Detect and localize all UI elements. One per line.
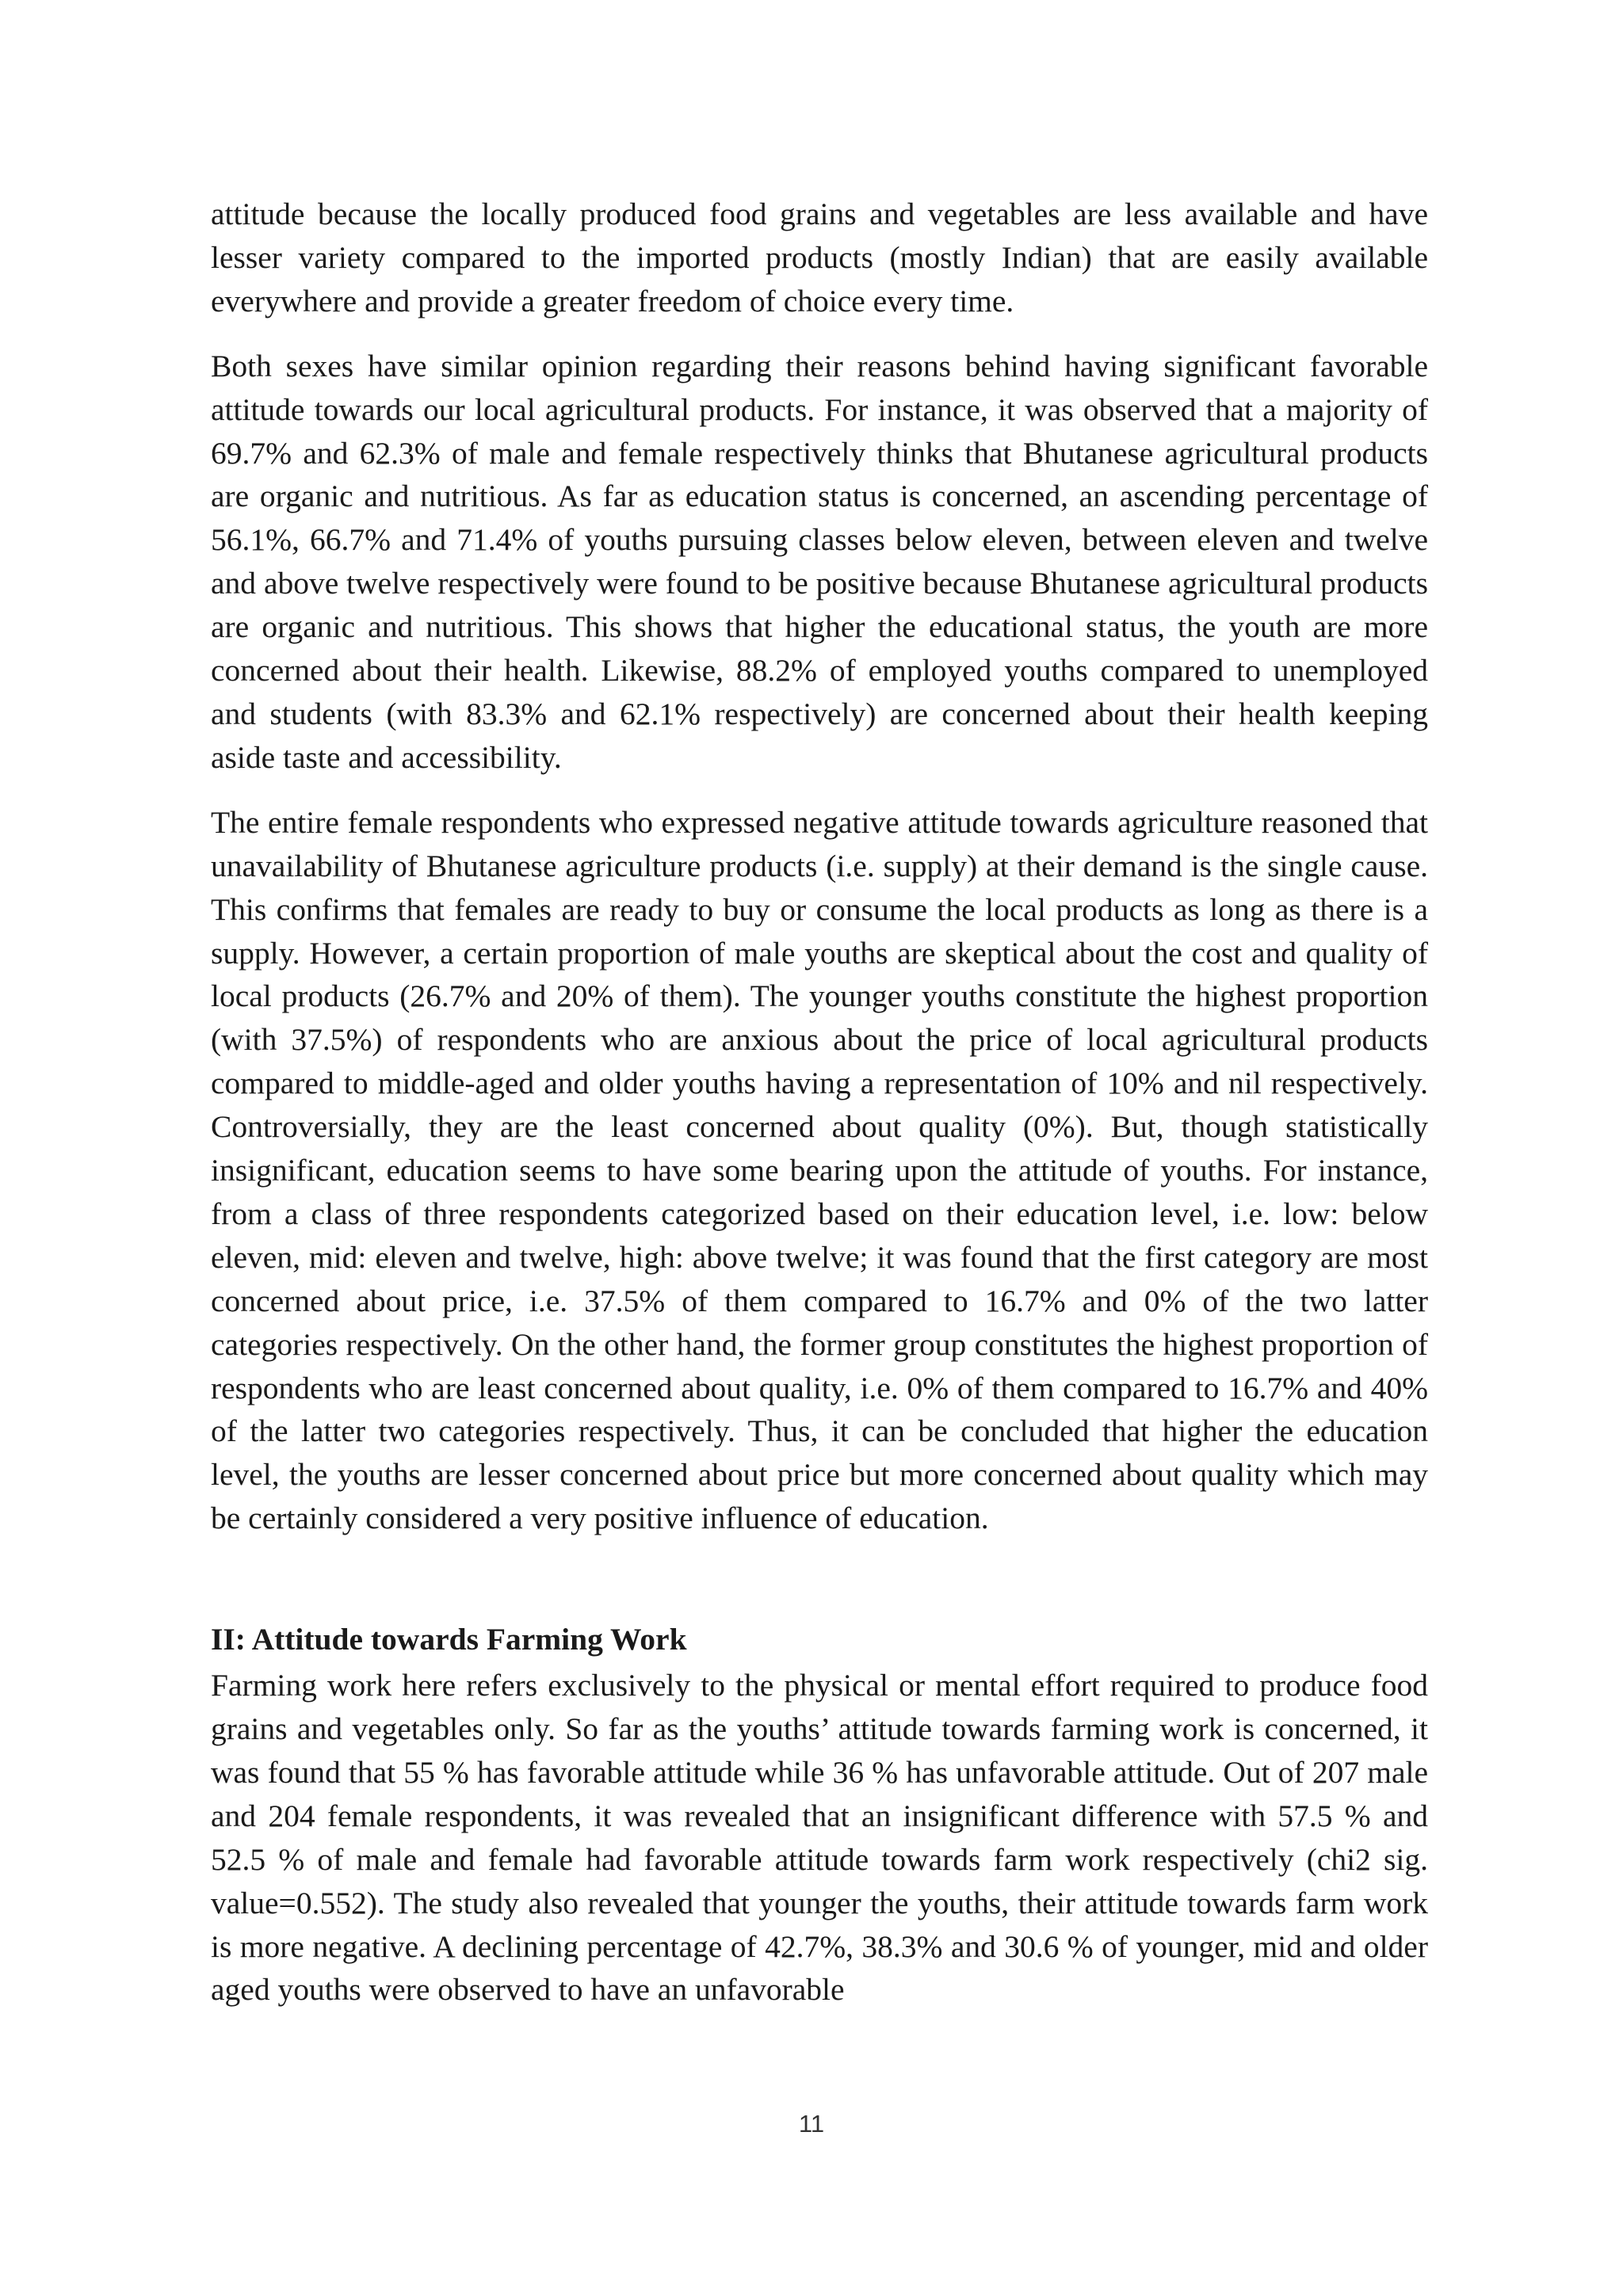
section-heading: II: Attitude towards Farming Work bbox=[211, 1622, 687, 1657]
page-number: 11 bbox=[798, 2110, 825, 2138]
page-body bbox=[211, 193, 1428, 2012]
paragraph-1: attitude because the locally produced food grains and vegetables are less available and have lesser variety compared to the imported products (mostly Indian) that are easily available everywhere and provide a greater freedom of choice every time. bbox=[211, 196, 1428, 318]
paragraph-2: Both sexes have similar opinion regarding their reasons behind having significant favorable attitude towards our local agricultural products. For instance, it was observed that a majority of 69.7% and 62.3% of male and female respectively thinks that Bhutanese agricultural products are organic and nutritious. As far as education status is concerned, an ascending percentage of 56.1%, 66.7% and 71.4% of youths pursuing classes below eleven, between eleven and twelve and above twelve respectively were found to be positive because Bhutanese agricultural products are organic and nutritious. This shows that higher the educational status, the youth are more concerned about their health. Likewise, 88.2% of employed youths compared to unemployed and students (with 83.3% and 62.1% respectively) are concerned about their health keeping aside taste and accessibility. bbox=[211, 348, 1428, 775]
section-paragraph: Farming work here refers exclusively to the physical or mental effort required to produce food grains and vegetables only. So far as the youths’ attitude towards farming work is concerned, it was found that 55 % has favorable attitude while 36 % has unfavorable attitude. Out of 207 male and 204 female respondents, it was revealed that an insignificant difference with 57.5 % and 52.5 % of male and female had favorable attitude towards farm work respectively (chi2 sig. value=0.552). The study also revealed that younger the youths, their attitude towards farm work is more negative. A declining percentage of 42.7%, 38.3% and 30.6 % of younger, mid and older aged youths were observed to have an unfavorable bbox=[211, 1668, 1428, 2008]
paragraph-3: The entire female respondents who expressed negative attitude towards agriculture reasoned that unavailability of Bhutanese agriculture products (i.e. supply) at their demand is the single cause. This confirms that females are ready to buy or consume the local products as long as there is a supply. However, a certain proportion of male youths are skeptical about the cost and quality of local products (26.7% and 20% of them). The younger youths constitute the highest proportion (with 37.5%) of respondents who are anxious about the price of local agricultural products compared to middle-aged and older youths having a representation of 10% and nil respectively. Controversially, they are the least concerned about quality (0%). But, though statistically insignificant, education seems to have some bearing upon the attitude of youths. For instance, from a class of three respondents categorized based on their education level, i.e. low: below eleven, mid: eleven and twelve, high: above twelve; it was found that the first category are most concerned about price, i.e. 37.5% of them compared to 16.7% and 0% of the two latter categories respectively. On the other hand, the former group constitutes the highest proportion of respondents who are least concerned about quality, i.e. 0% of them compared to 16.7% and 40% of the latter two categories respectively. Thus, it can be concluded that higher the education level, the youths are lesser concerned about price but more concerned about quality which may be certainly considered a very positive influence of education. bbox=[211, 804, 1428, 1536]
